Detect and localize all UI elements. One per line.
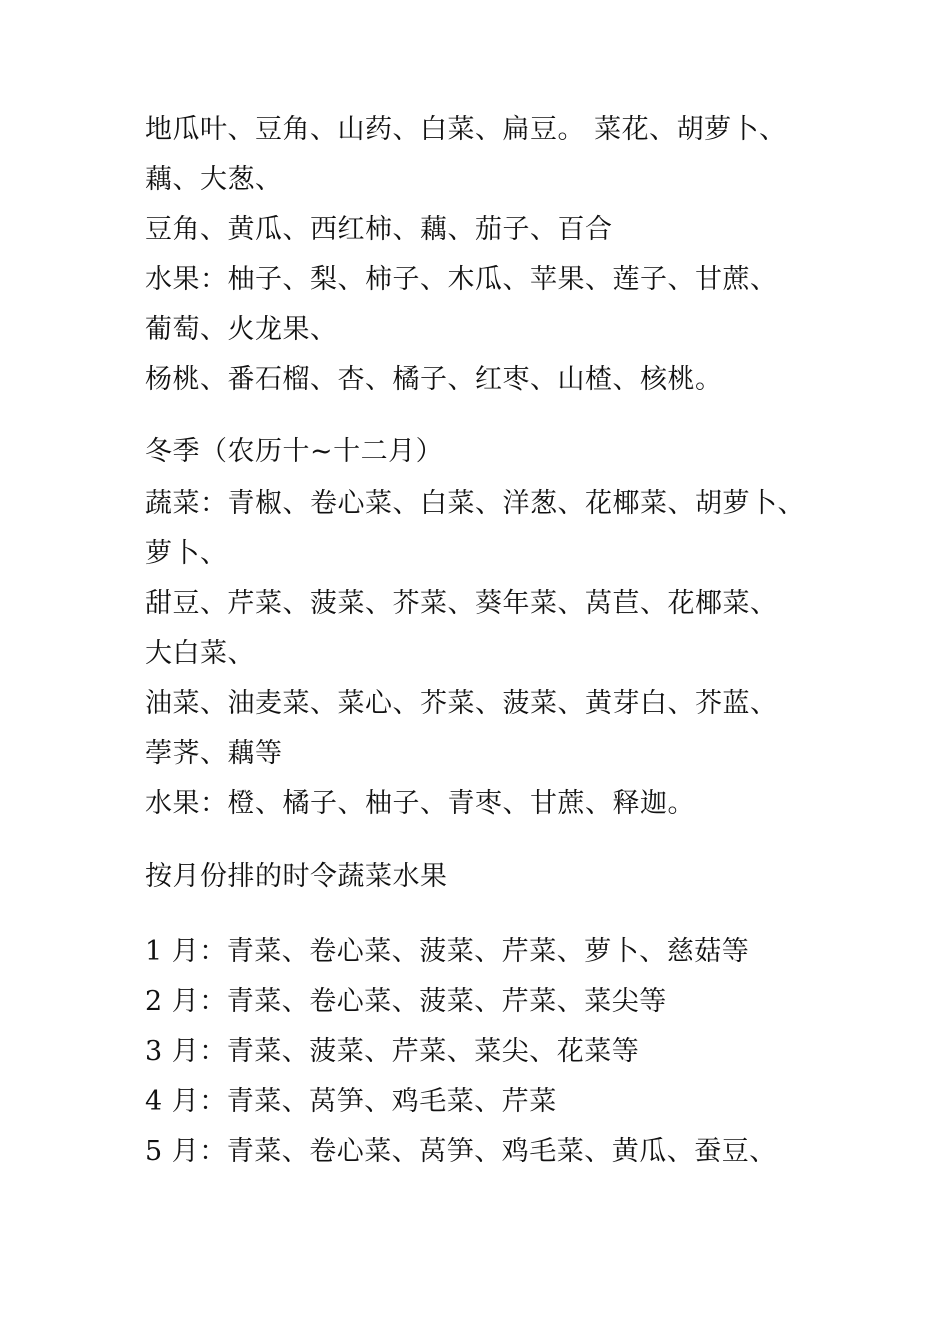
text-line-10: 甜豆、芹菜、菠菜、芥菜、葵年菜、莴苣、花椰菜、 [145,588,778,619]
text-line-6: 杨桃、番石榴、杏、橘子、红枣、山楂、核桃。 [145,364,723,395]
section-heading-winter: 冬季（农历十~十二月） [145,436,444,467]
month-line-3: 3 月：青菜、菠菜、芹菜、菜尖、花菜等 [145,1036,640,1067]
text-line-13: 荸荠、藕等 [145,738,283,769]
section-heading-by-month: 按月份排的时令蔬菜水果 [145,861,448,892]
text-line-3: 豆角、黄瓜、西红柿、藕、茄子、百合 [145,214,613,245]
month-line-5: 5 月：青菜、卷心菜、莴笋、鸡毛菜、黄瓜、蚕豆、 [145,1136,777,1167]
month-line-2: 2 月：青菜、卷心菜、菠菜、芹菜、菜尖等 [145,986,667,1017]
text-line-1: 地瓜叶、豆角、山药、白菜、扁豆。 菜花、胡萝卜、 [145,114,787,145]
month-line-1: 1 月：青菜、卷心菜、菠菜、芹菜、萝卜、慈菇等 [145,936,750,967]
text-line-11: 大白菜、 [145,638,255,669]
text-line-4: 水果：柚子、梨、柿子、木瓜、苹果、莲子、甘蔗、 [145,264,778,295]
month-line-4: 4 月：青菜、莴笋、鸡毛菜、芹菜 [145,1086,557,1117]
text-line-9: 萝卜、 [145,538,228,569]
text-line-8: 蔬菜：青椒、卷心菜、白菜、洋葱、花椰菜、胡萝卜、 [145,488,805,519]
text-line-12: 油菜、油麦菜、菜心、芥菜、菠菜、黄芽白、芥蓝、 [145,688,778,719]
text-line-5: 葡萄、火龙果、 [145,314,338,345]
text-line-2: 藕、大葱、 [145,164,283,195]
text-line-14: 水果：橙、橘子、柚子、青枣、甘蔗、释迦。 [145,788,695,819]
